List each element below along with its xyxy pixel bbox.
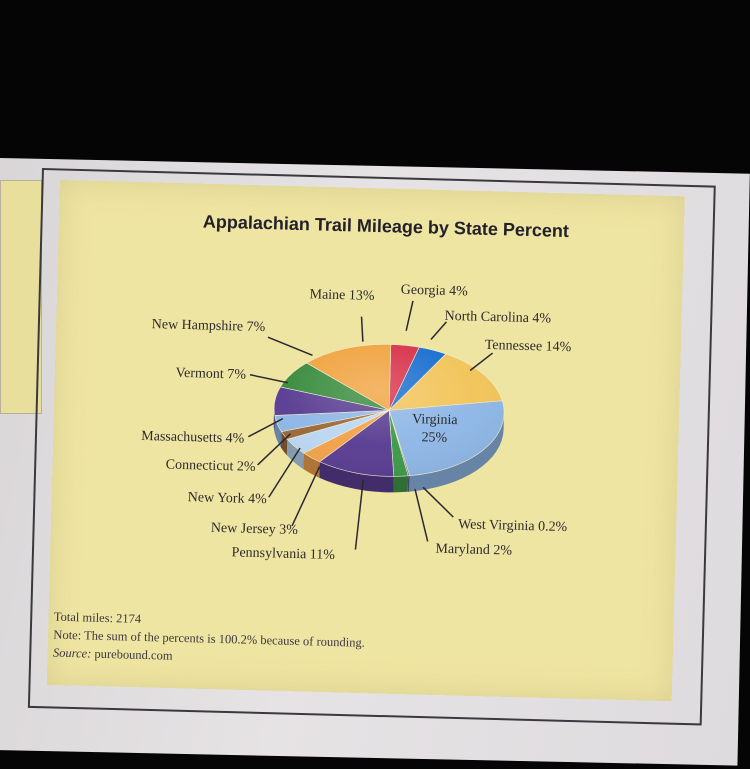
total-miles: Total miles: 2174 bbox=[53, 609, 142, 626]
label-georgia: Georgia 4% bbox=[400, 282, 468, 300]
source-label: Source: bbox=[52, 645, 92, 661]
label-pennsylvania: Pennsylvania 11% bbox=[231, 545, 336, 564]
label-maine: Maine 13% bbox=[309, 287, 375, 304]
label-maryland: Maryland 2% bbox=[435, 541, 513, 559]
label-virginia-percent: 25% bbox=[421, 430, 448, 446]
label-new-hampshire: New Hampshire 7% bbox=[151, 317, 266, 336]
source-line bbox=[53, 646, 173, 664]
label-north-carolina: North Carolina 4% bbox=[444, 308, 552, 327]
label-tennessee: Tennessee 14% bbox=[484, 337, 572, 356]
label-west-virginia: West Virginia 0.2% bbox=[457, 517, 568, 536]
label-virginia-name: Virginia bbox=[411, 411, 458, 429]
label-connecticut: Connecticut 2% bbox=[165, 457, 256, 475]
label-new-jersey: New Jersey 3% bbox=[210, 520, 299, 539]
label-new-york: New York 4% bbox=[187, 490, 267, 508]
label-vermont: Vermont 7% bbox=[175, 365, 247, 383]
chart-title: Appalachian Trail Mileage by State Percent bbox=[202, 211, 570, 242]
source-value: purebound.com bbox=[94, 646, 173, 663]
rounding-note: Note: The sum of the percents is 100.2% because of rounding. bbox=[53, 627, 365, 650]
label-massachusetts: Massachusetts 4% bbox=[141, 428, 245, 447]
